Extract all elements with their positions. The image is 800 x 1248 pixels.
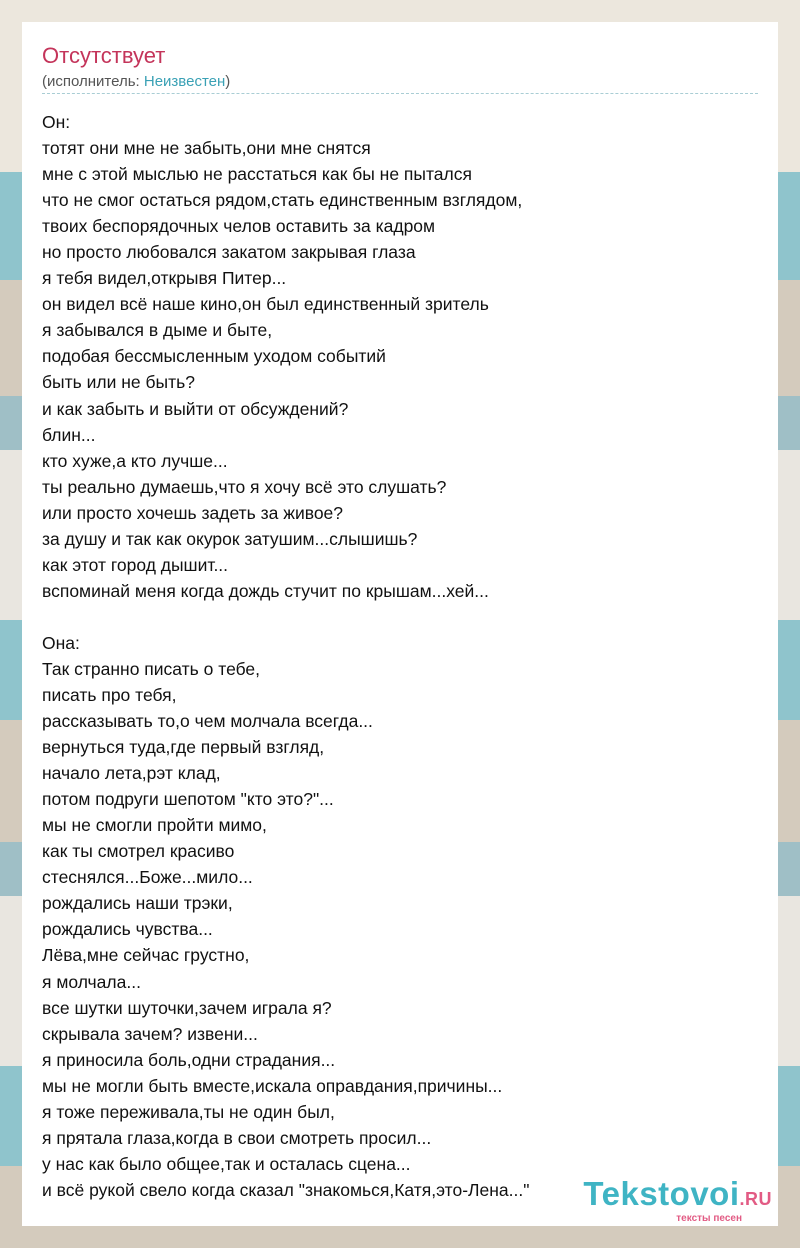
lyric-line: рассказывать то,о чем молчала всегда...: [42, 711, 373, 732]
lyric-line: тотят они мне не забыть,они мне снятся: [42, 138, 371, 159]
lyric-line: Лёва,мне сейчас грустно,: [42, 945, 250, 966]
verse: [42, 109, 758, 604]
lyric-line: рождались наши трэки,: [42, 893, 233, 914]
artist-suffix: ): [225, 73, 231, 90]
lyric-line: я тебя видел,открывя Питер...: [42, 268, 287, 289]
lyric-line: мне с этой мыслью не расстаться как бы не пытался: [42, 164, 472, 185]
lyric-line: как этот город дышит...: [42, 554, 229, 575]
artist-prefix: (исполнитель:: [42, 73, 144, 90]
song-title: Отсутствует: [42, 43, 166, 68]
verse: [42, 630, 758, 1203]
lyric-line: кто хуже,а кто лучше...: [42, 450, 228, 471]
lyric-line: но просто любовался закатом закрывая глаза: [42, 242, 416, 263]
lyric-line: рождались чувства...: [42, 919, 213, 940]
lyric-line: я тоже переживала,ты не один был,: [42, 1101, 335, 1122]
lyric-line: писать про тебя,: [42, 684, 177, 705]
lyric-line: стеснялся...Боже...мило...: [42, 867, 253, 888]
lyric-line: и как забыть и выйти от обсуждений?: [42, 398, 349, 419]
logo-tagline: тексты песен: [676, 1213, 742, 1224]
artist-link[interactable]: Неизвестен: [143, 73, 226, 90]
lyric-line: Он:: [42, 112, 71, 132]
artist-line: [42, 73, 230, 90]
lyric-line: я прятала глаза,когда в свои смотреть просил...: [42, 1127, 432, 1148]
lyric-line: он видел всё наше кино,он был единственный зритель: [42, 294, 489, 315]
lyrics-text: [42, 109, 758, 1226]
lyric-line: все шутки шуточки,зачем играла я?: [42, 997, 332, 1018]
lyric-line: вспоминай меня когда дождь стучит по крышам...хей...: [42, 580, 489, 601]
lyric-line: начало лета,рэт клад,: [42, 763, 221, 784]
lyric-line: и всё рукой свело когда сказал "знакомься,Катя,это-Лена...": [42, 1179, 530, 1200]
lyric-line: мы не могли быть вместе,искала оправдания,причины...: [42, 1075, 503, 1096]
lyric-line: как ты смотрел красиво: [42, 841, 235, 862]
lyrics-card: [22, 22, 778, 1226]
header-divider: [42, 93, 758, 94]
lyric-line: я забывался в дыме и быте,: [42, 320, 273, 341]
lyric-line: Так странно писать о тебе,: [42, 658, 261, 679]
lyric-line: Она:: [42, 632, 80, 653]
lyric-line: за душу и так как окурок затушим...слышишь?: [42, 528, 418, 549]
lyric-line: твоих беспорядочных челов оставить за кадром: [42, 216, 436, 237]
logo-name: Tekstovoi: [583, 1175, 740, 1212]
logo-tld: .RU: [739, 1189, 772, 1209]
lyric-line: блин...: [42, 424, 96, 445]
lyric-line: у нас как было общее,так и осталась сцена...: [42, 1153, 411, 1174]
lyric-line: я приносила боль,одни страдания...: [42, 1049, 336, 1070]
site-logo[interactable]: [583, 1177, 772, 1224]
lyric-line: подобая бессмысленным уходом событий: [42, 346, 386, 367]
lyric-line: я молчала...: [42, 971, 141, 992]
lyric-line: быть или не быть?: [42, 372, 195, 393]
lyric-line: скрывала зачем? извени...: [42, 1023, 258, 1044]
lyric-line: потом подруги шепотом "кто это?"...: [42, 789, 334, 810]
lyric-line: или просто хочешь задеть за живое?: [42, 502, 344, 523]
lyric-line: мы не смогли пройти мимо,: [42, 815, 267, 836]
lyric-line: что не смог остаться рядом,стать единственным взглядом,: [42, 190, 523, 211]
lyric-line: вернуться туда,где первый взгляд,: [42, 737, 325, 758]
lyric-line: ты реально думаешь,что я хочу всё это слушать?: [42, 476, 447, 497]
